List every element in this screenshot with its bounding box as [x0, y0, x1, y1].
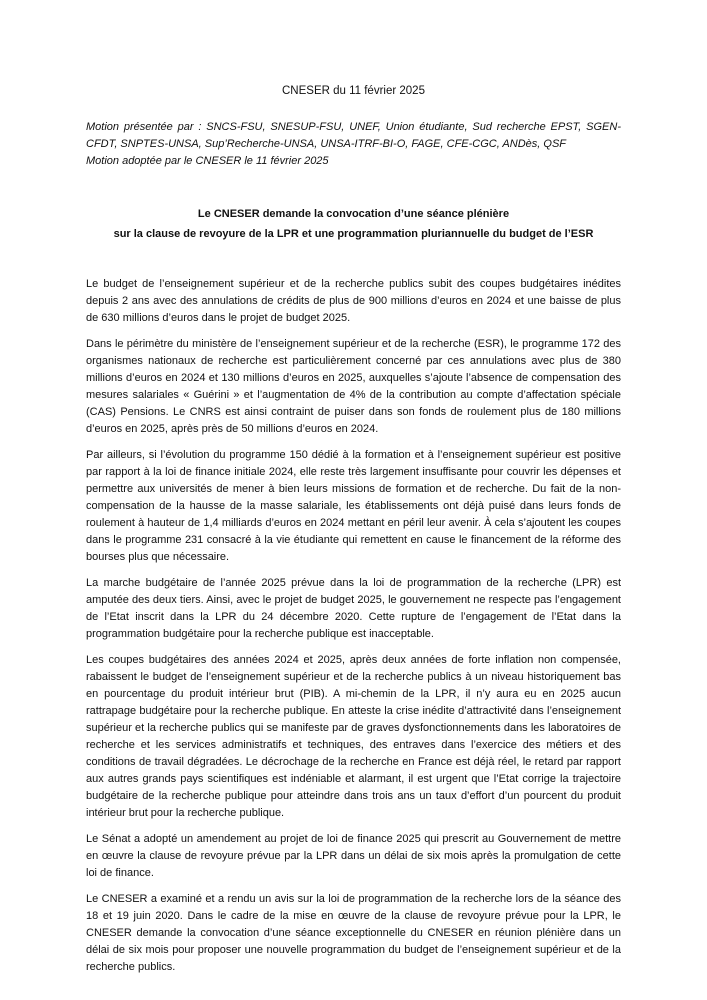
body-paragraph: Le CNESER a examiné et a rendu un avis sur la loi de programmation de la recherche lors de la séance des 18 et 19 juin 2020. Dans le cadre de la mise en œuvre de la clause de revoyure prévue pour la LPR, le CNESER demande la convocation d’une séance exceptionnelle du CNESER en réunion plénière dans un délai de six mois pour proposer une nouvelle programmation du budget de l’enseignement supérieur et de la recherche publics. — [86, 893, 621, 973]
presented-by-text: Motion présentée par : SNCS-FSU, SNESUP-FSU, UNEF, Union étudiante, Sud recherche EPST, SGEN-CFDT, SNPTES-UNSA, Sup’Recherche-UNSA, UNSA-ITRF-BI-O, FAGE, CFE-CGC, ANDès, QSF — [86, 121, 621, 150]
body-paragraph: Le Sénat a adopté un amendement au projet de loi de finance 2025 qui prescrit au Gouvernement de mettre en œuvre la clause de revoyure prévue par la LPR dans un délai de six mois après la promulgation de cette loi de finance. — [86, 833, 621, 879]
body-paragraph: Les coupes budgétaires des années 2024 et 2025, après deux années de forte inflation non compensée, rabaissent le budget de l’enseignement supérieur et de la recherche publics à un niveau historiquement bas en pourcentage du produit intérieur brut (PIB). A mi-chemin de la LPR, il n’y aura eu en 2025 aucun rattrapage budgétaire pour la recherche publique. En atteste la crise inédite d’attractivité dans l’enseignement supérieur et la recherche publics qui se manifeste par de graves dysfonctionnements dans les laboratoires de recherche et les services administratifs et techniques, des entraves dans l’exercice des métiers et des conditions de travail dégradées. Le décrochage de la recherche en France est déjà réel, le retard par rapport aux autres grands pays scientifiques est indéniable et alarmant, il est urgent que l’Etat corrige la trajectoire budgétaire de la recherche publique pour atteindre dans trois ans un taux d’effort d’un pourcent du produit intérieur brut pour la recherche publique. — [86, 654, 621, 819]
motion-title — [86, 204, 621, 244]
motion-metadata — [86, 119, 621, 170]
motion-body — [86, 276, 621, 976]
body-paragraph: Par ailleurs, si l’évolution du programme 150 dédié à la formation et à l’enseignement supérieur est positive par rapport à la loi de finance initiale 2024, elle reste très largement insuffisante pour couvrir les dépenses et permettre aux universités de mener à bien leurs missions de formation et de recherche. Du fait de la non-compensation de la hausse de la masse salariale, les établissements ont déjà puisé dans leurs fonds de roulement à hauteur de 1,4 milliards d’euros en 2024 mettant en péril leur avenir. À cela s’ajoutent les coupes dans le programme 231 consacré à la vie étudiante qui remettent en cause le financement de la réforme des bourses plus que nécessaire. — [86, 449, 621, 563]
motion-title-line-2: sur la clause de revoyure de la LPR et une programmation pluriannuelle du budget de l’ESR — [113, 228, 594, 240]
document-header: CNESER du 11 février 2025 — [282, 85, 425, 97]
body-paragraph: Le budget de l’enseignement supérieur et de la recherche publics subit des coupes budgétaires inédites depuis 2 ans avec des annulations de crédits de plus de 900 millions d’euros en 2024 et une baisse de plus de 630 millions d’euros dans le projet de budget 2025. — [86, 278, 621, 324]
body-paragraph: Dans le périmètre du ministère de l’enseignement supérieur et de la recherche (ESR), le programme 172 des organismes nationaux de recherche est particulièrement concerné par ces annulations avec plus de 380 millions d’euros en 2024 et 130 millions d’euros en 2025, auxquelles s’ajoute l’absence de compensation des mesures salariales « Guérini » et l’augmentation de 4% de la contribution au compte d’affectation spéciale (CAS) Pensions. Le CNRS est ainsi contraint de puiser dans son fonds de roulement plus de 180 millions d’euros en 2025, après près de 50 millions d’euros en 2024. — [86, 338, 621, 435]
adopted-text: Motion adoptée par le CNESER le 11 février 2025 — [86, 155, 329, 167]
body-paragraph: La marche budgétaire de l’année 2025 prévue dans la loi de programmation de la recherche (LPR) est amputée des deux tiers. Ainsi, avec le projet de budget 2025, le gouvernement ne respecte pas l’engagement de l’Etat inscrit dans la LPR du 24 décembre 2020. Cette rupture de l’engagement de l’Etat dans la programmation budgétaire pour la recherche publique est inacceptable. — [86, 577, 621, 640]
motion-title-line-1: Le CNESER demande la convocation d’une séance plénière — [197, 208, 510, 220]
